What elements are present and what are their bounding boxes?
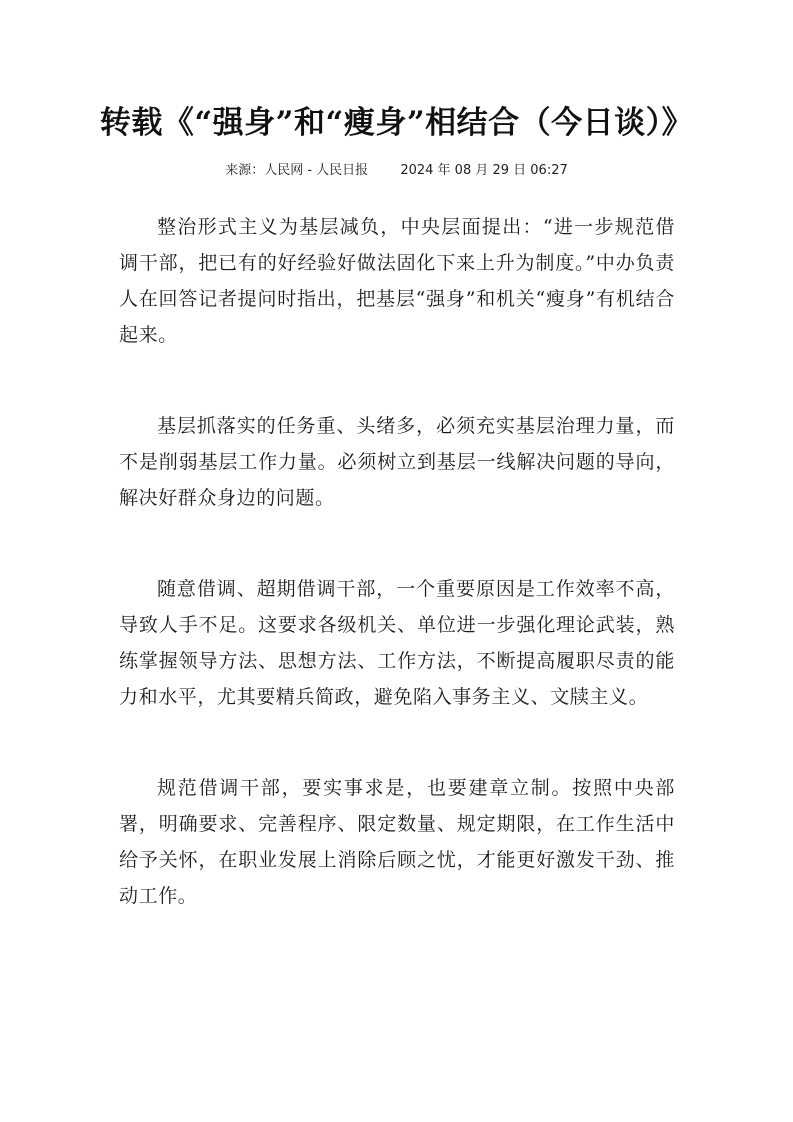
article-meta [0, 161, 793, 181]
article-paragraph-2: 基层抓落实的任务重、头绪多，必须充实基层治理力量，而不是削弱基层工作力量。必须树立到基层一线解决问题的导向，解决好群众身边的问题。 [119, 415, 675, 509]
article-paragraph-4: 规范借调干部，要实事求是，也要建章立制。按照中央部署，明确要求、完善程序、限定数量、规定期限，在工作生活中给予关怀，在职业发展上消除后顾之忧，才能更好激发干劲、推动工作。 [119, 777, 675, 907]
article-body [119, 209, 675, 969]
article-paragraph-3: 随意借调、超期借调干部，一个重要原因是工作效率不高，导致人手不足。这要求各级机关、单位进一步强化理论武装，熟练掌握领导方法、思想方法、工作方法，不断提高履职尽责的能力和水平，尤其要精兵简政，避免陷入事务主义、文牍主义。 [119, 578, 675, 708]
article-title: 转载《“强身”和“瘦身”相结合（今日谈）》 [99, 105, 694, 141]
article-datetime: 2024 年 08 月 29 日 06:27 [400, 163, 568, 178]
article-source: 来源：人民网 - 人民日报 [225, 163, 369, 178]
article-paragraph-1: 整治形式主义为基层减负，中央层面提出：“进一步规范借调干部，把已有的好经验好做法固化下来上升为制度。”中办负责人在回答记者提问时指出，把基层“强身”和机关“瘦身”有机结合起来。 [119, 216, 675, 346]
